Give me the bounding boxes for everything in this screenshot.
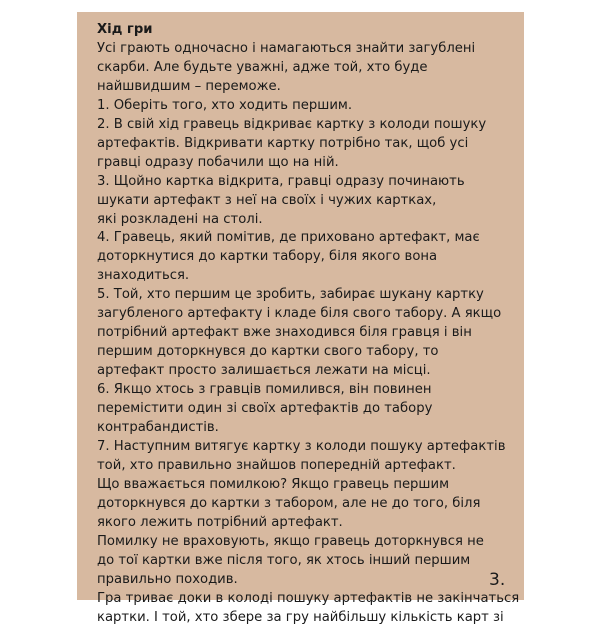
text-line: 6. Якщо хтось з гравців помилився, він повинен [97, 382, 432, 398]
text-line: картки. І той, хто збере за гру найбільшу кількість карт зі [97, 609, 504, 625]
text-line: правильно походив. [97, 571, 238, 587]
rules-page [77, 12, 524, 625]
text-line: Помилку не враховують, якщо гравець доторкнувся не [97, 533, 484, 549]
text-line: 7. Наступним витягує картку з колоди пошуку артефактів [97, 438, 506, 454]
text-line: загубленого артефакту і кладе біля свого табору. А якщо [97, 306, 502, 322]
text-line: шукати артефакт з неї на своїх і чужих картках, [97, 192, 437, 208]
text-line: Гра триває доки в колоді пошуку артефактів не закінчаться [97, 590, 520, 606]
text-line: перемістити один зі своїх артефактів до табору [97, 401, 433, 417]
text-line: скарби. Але будьте уважні, адже той, хто буде [97, 59, 428, 75]
text-line: той, хто правильно знайшов попередній артефакт. [97, 457, 456, 473]
text-line: гравці одразу побачили що на ній. [97, 154, 339, 170]
text-line: 3. Щойно картка відкрита, гравці одразу починають [97, 173, 465, 189]
page-number: 3. [489, 570, 506, 590]
text-line: 5. Той, хто першим це зробить, забирає шукану картку [97, 287, 484, 303]
rules-text [97, 21, 520, 628]
text-line: потрібний артефакт вже знаходився біля гравця і він [97, 325, 472, 341]
text-line: 2. В свій хід гравець відкриває картку з колоди пошуку [97, 116, 487, 132]
text-line: доторкнутися до картки табору, біля якого вона [97, 249, 438, 265]
text-line: 1. Оберіть того, хто ходить першим. [97, 97, 353, 113]
section-title: Хід гри [97, 22, 153, 37]
text-line: артефактів. Відкривати картку потрібно так, щоб усі [97, 135, 469, 151]
text-line: якого лежить потрібний артефакт. [97, 514, 343, 530]
text-line: найшвидшим – переможе. [97, 78, 281, 94]
text-line: до тої картки вже після того, як хтось інший першим [97, 552, 471, 568]
text-line: Що вважається помилкою? Якщо гравець першим [97, 476, 450, 492]
text-line: які розкладені на столі. [97, 211, 263, 227]
text-line: контрабандистів. [97, 420, 219, 436]
text-line: 4. Гравець, який помітив, де приховано артефакт, має [97, 230, 480, 246]
text-line: першим доторкнувся до картки свого табору, то [97, 344, 439, 360]
text-line: артефакт просто залишається лежати на місці. [97, 363, 431, 379]
text-line: знаходиться. [97, 268, 190, 284]
text-line: доторкнувся до картки з табором, але не до того, біля [97, 495, 481, 511]
text-line: Усі грають одночасно і намагаються знайти загублені [97, 40, 476, 56]
